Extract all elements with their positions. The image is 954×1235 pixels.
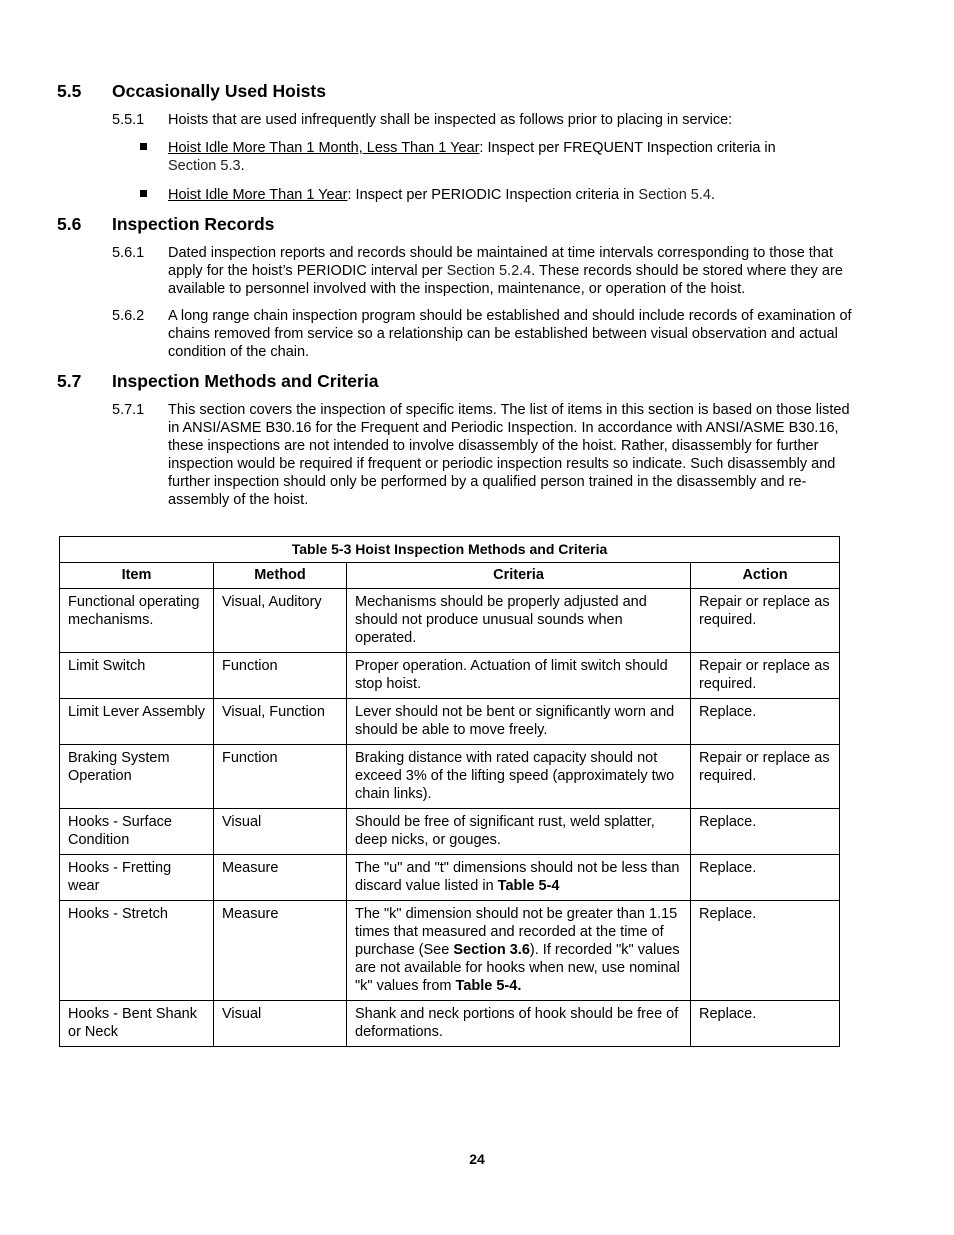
cell-method: Visual xyxy=(214,1001,347,1047)
cell-action: Replace. xyxy=(691,901,840,1001)
paragraph-text: A long range chain inspection program should be established and should include records of examination of chains removed from service so a relationship can be established between visual observation and actual condition of the chain. xyxy=(168,308,852,360)
cell-criteria: Should be free of significant rust, weld splatter, deep nicks, or gouges. xyxy=(347,809,691,855)
bullet-term: Hoist Idle More Than 1 Month, Less Than 1 Year xyxy=(168,140,480,156)
section-reference: Section 5.4 xyxy=(638,187,711,203)
criteria-text-cont: ). If recorded "k" values are not available for hooks when new, use nominal "k" values from xyxy=(355,942,680,994)
paragraph-5-6-2 xyxy=(112,307,852,361)
bullet-square-icon xyxy=(140,190,147,197)
cell-action: Replace. xyxy=(691,855,840,901)
table-header-row xyxy=(60,563,840,589)
bullet-square-icon xyxy=(140,143,147,150)
section-number: 5.5 xyxy=(57,81,82,101)
section-reference: Section 5.3 xyxy=(168,158,241,174)
column-header-action: Action xyxy=(691,563,840,589)
cell-item: Hooks - Bent Shank or Neck xyxy=(60,1001,214,1047)
bullet-text: : Inspect per PERIODIC Inspection criteria in xyxy=(347,187,639,203)
cell-criteria: Mechanisms should be properly adjusted and should not produce unusual sounds when operated. xyxy=(347,589,691,653)
cell-item: Hooks - Fretting wear xyxy=(60,855,214,901)
cell-action: Replace. xyxy=(691,809,840,855)
cell-method: Measure xyxy=(214,901,347,1001)
cell-method: Measure xyxy=(214,855,347,901)
cell-item: Functional operating mechanisms. xyxy=(60,589,214,653)
table-row xyxy=(60,699,840,745)
table-reference: Table 5-4 xyxy=(497,878,560,894)
page-number: 24 xyxy=(469,1151,485,1167)
cell-item: Braking System Operation xyxy=(60,745,214,809)
section-title: Inspection Records xyxy=(112,214,275,234)
paragraph-5-7-1 xyxy=(112,401,852,509)
section-title: Inspection Methods and Criteria xyxy=(112,371,379,391)
table-row xyxy=(60,809,840,855)
cell-method: Function xyxy=(214,745,347,809)
cell-item: Limit Switch xyxy=(60,653,214,699)
table-caption-row xyxy=(60,537,840,563)
paragraph-number: 5.6.2 xyxy=(112,308,145,324)
table-row xyxy=(60,1001,840,1047)
cell-method: Function xyxy=(214,653,347,699)
column-header-criteria: Criteria xyxy=(347,563,691,589)
paragraph-text-cont: . These records should be stored where they are available to personnel involved with the inspection, maintenance, or operation of the hoist. xyxy=(168,263,843,297)
cell-action: Replace. xyxy=(691,699,840,745)
cell-criteria xyxy=(347,855,691,901)
column-header-method: Method xyxy=(214,563,347,589)
cell-criteria: Shank and neck portions of hook should be free of deformations. xyxy=(347,1001,691,1047)
cell-criteria: Proper operation. Actuation of limit switch should stop hoist. xyxy=(347,653,691,699)
criteria-text: The "u" and "t" dimensions should not be less than discard value listed in xyxy=(355,860,680,894)
cell-item: Limit Lever Assembly xyxy=(60,699,214,745)
table-row xyxy=(60,745,840,809)
table-row xyxy=(60,855,840,901)
bullet-idle-year xyxy=(140,186,820,204)
cell-action: Repair or replace as required. xyxy=(691,745,840,809)
paragraph-number: 5.7.1 xyxy=(112,402,145,418)
paragraph-number: 5.6.1 xyxy=(112,245,145,261)
bullet-term: Hoist Idle More Than 1 Year xyxy=(168,187,348,203)
section-number: 5.7 xyxy=(57,371,82,391)
bullet-text: : Inspect per FREQUENT Inspection criteria in xyxy=(479,140,776,156)
bullet-idle-month xyxy=(140,139,820,175)
cell-method: Visual, Function xyxy=(214,699,347,745)
section-heading-5-6 xyxy=(57,213,274,235)
table-row xyxy=(60,589,840,653)
section-reference: Section 3.6 xyxy=(453,942,530,958)
table-row xyxy=(60,901,840,1001)
column-header-item: Item xyxy=(60,563,214,589)
cell-method: Visual, Auditory xyxy=(214,589,347,653)
bullet-end: . xyxy=(240,158,245,174)
section-title: Occasionally Used Hoists xyxy=(112,81,326,101)
bullet-end: . xyxy=(710,187,715,203)
paragraph-5-6-1 xyxy=(112,244,852,298)
section-number: 5.6 xyxy=(57,214,82,234)
cell-method: Visual xyxy=(214,809,347,855)
paragraph-5-5-1 xyxy=(112,111,852,129)
paragraph-text: Dated inspection reports and records should be maintained at time intervals corresponding to those that apply for the hoist’s PERIODIC interval per xyxy=(168,245,833,279)
cell-action: Repair or replace as required. xyxy=(691,589,840,653)
paragraph-number: 5.5.1 xyxy=(112,112,145,128)
cell-action: Repair or replace as required. xyxy=(691,653,840,699)
paragraph-text: This section covers the inspection of specific items. The list of items in this section is based on those listed in ANSI/ASME B30.16 for the Frequent and Periodic Inspection. In accordance with ANSI/ASME B30.16, these inspections are not intended to involve disassembly of the hoist. Rather, disassembly for further inspection would be required if frequent or periodic inspection results so indicate. Such disassembly and further inspection should only be performed by a qualified person trained in the disassembly and re-assembly of the hoist. xyxy=(168,402,850,508)
inspection-table xyxy=(59,536,840,1047)
cell-item: Hooks - Stretch xyxy=(60,901,214,1001)
table-caption: Table 5-3 Hoist Inspection Methods and Criteria xyxy=(60,537,840,563)
cell-criteria: Braking distance with rated capacity should not exceed 3% of the lifting speed (approximately two chain links). xyxy=(347,745,691,809)
table-reference: Table 5-4. xyxy=(455,978,522,994)
cell-criteria xyxy=(347,901,691,1001)
section-heading-5-7 xyxy=(57,370,378,392)
cell-criteria: Lever should not be bent or significantly worn and should be able to move freely. xyxy=(347,699,691,745)
cell-item: Hooks - Surface Condition xyxy=(60,809,214,855)
cell-action: Replace. xyxy=(691,1001,840,1047)
section-reference: Section 5.2.4 xyxy=(446,263,532,279)
section-heading-5-5 xyxy=(57,80,326,102)
table-row xyxy=(60,653,840,699)
criteria-text: The "k" dimension should not be greater than 1.15 times that measured and recorded at the time of purchase (See xyxy=(355,906,678,958)
paragraph-text: Hoists that are used infrequently shall be inspected as follows prior to placing in service: xyxy=(168,112,733,128)
